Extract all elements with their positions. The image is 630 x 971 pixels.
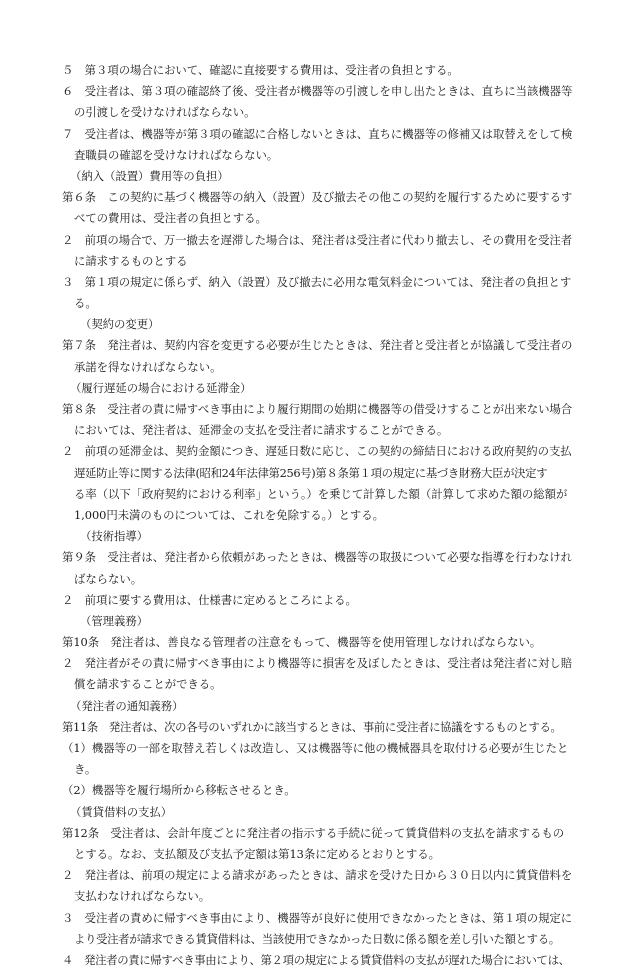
text-line: に請求するものとする — [74, 253, 188, 268]
text-line: ５ 第３項の場合において、確認に直接要する費用は、受注者の負担とする。 — [62, 63, 459, 77]
text-line: べての費用は、受注者の負担とする。 — [74, 211, 267, 226]
text-line: 第８条 受注者の責に帰すべき事由により履行期間の始期に機器等の借受けすることが出来ない場合 — [62, 402, 573, 416]
text-line: 1,000円未満のものについては、これを免除する。）とする。 — [74, 507, 384, 522]
section-heading: （管理義務） — [80, 613, 149, 628]
text-line: ２ 前項の場合で、万一撤去を遅滞した場合は、発注者は受注者に代わり撤去し、その費用を受注者 — [62, 232, 573, 247]
section-heading: （技術指導） — [80, 529, 149, 544]
section-heading: （賃貸借料の支払） — [70, 804, 173, 819]
text-line: （2）機器等を履行場所から移転させるとき。 — [62, 783, 296, 798]
text-line: ２ 発注者は、前項の規定による請求があったときは、請求を受けた日から３０日以内に賃貸借料を — [62, 868, 573, 883]
section-heading: （履行遅延の場合における延滞金） — [70, 380, 252, 395]
text-line: ４ 発注者の責に帰すべき事由により、第２項の規定による賃貸借料の支払が遅れた場合においては、 — [62, 952, 570, 967]
text-line: ３ 第１項の規定に係らず、納入（設置）及び撤去に必用な電気料金については、発注者の負担とす — [62, 274, 572, 289]
text-line: き。 — [74, 762, 97, 777]
text-line: ２ 発注者がその責に帰すべき事由により機器等に損害を及ぼしたときは、受注者は発注者に対し賠 — [62, 656, 573, 671]
section-heading: （納入（設置）費用等の負担） — [70, 168, 229, 183]
text-line: ２ 前項の延滞金は、契約金額につき、遅延日数に応じ、この契約の締結日における政府契約の支払 — [62, 444, 572, 459]
text-line: 第11条 発注者は、次の各号のいずれかに該当するときは、事前に受注者に協議をするものとする。 — [62, 719, 562, 734]
text-line: ７ 受注者は、機器等が第３項の確認に合格しないときは、直ちに機器等の修補又は取替えをして検 — [62, 126, 573, 141]
text-line: 第６条 この契約に基づく機器等の納入（設置）及び撤去その他この契約を履行するために要するす — [62, 190, 573, 205]
text-line: 第12条 受注者は、会計年度ごとに発注者の指示する手続に従って賃貸借料の支払を請求するもの — [62, 825, 565, 840]
text-line: の引渡しを受けなければならない。 — [74, 105, 256, 120]
text-line: 第７条 発注者は、契約内容を変更する必要が生じたときは、発注者と受注者とが協議して受注者の — [62, 338, 573, 353]
text-line: ２ 前項に要する費用は、仕様書に定めるところによる。 — [62, 592, 357, 607]
text-line: とする。なお、支払額及び支払予定額は第13条に定めるとおりとする。 — [74, 846, 440, 861]
text-line: 第10条 発注者は、善良なる管理者の注意をもって、機器等を使用管理しなければならない。 — [62, 635, 542, 650]
text-line: 査職員の確認を受けなければならない。 — [74, 147, 279, 162]
text-line: ばならない。 — [74, 571, 143, 586]
text-line: る率（以下「政府契約における利率」という。）を乗じて計算した額（計算して求めた額の総額が — [74, 486, 568, 501]
text-line: 償を請求することができる。 — [74, 677, 222, 692]
text-line: ３ 受注者の責めに帰すべき事由により、機器等が良好に使用できなかったときは、第１項の規定に — [62, 910, 573, 925]
text-line: る。 — [74, 296, 97, 311]
text-line: 遅延防止等に関する法律(昭和24年法律第256号)第８条第１項の規定に基づき財務大臣が決定す — [74, 465, 548, 480]
text-line: 支払わなければならない。 — [74, 889, 211, 904]
text-line: （1）機器等の一部を取替え若しくは改造し、又は機器等に他の機械器具を取付ける必要が生じたと — [62, 741, 569, 755]
section-heading: （発注者の通知義務） — [70, 698, 184, 713]
text-line: より受注者が請求できる賃貸借料は、当該使用できなかった日数に係る額を差し引いた額とする。 — [74, 931, 560, 946]
text-line: 第９条 受注者は、発注者から依頼があったときは、機器等の取扱について必要な指導を行わなけれ — [62, 550, 572, 565]
text-line: 承諾を得なければならない。 — [74, 359, 222, 374]
section-heading: （契約の変更） — [80, 317, 160, 332]
text-line: においては、発注者は、延滞金の支払を受注者に請求することができる。 — [74, 423, 449, 438]
text-line: ６ 受注者は、第３項の確認終了後、受注者が機器等の引渡しを申し出たときは、直ちに当該機器等 — [62, 84, 573, 99]
